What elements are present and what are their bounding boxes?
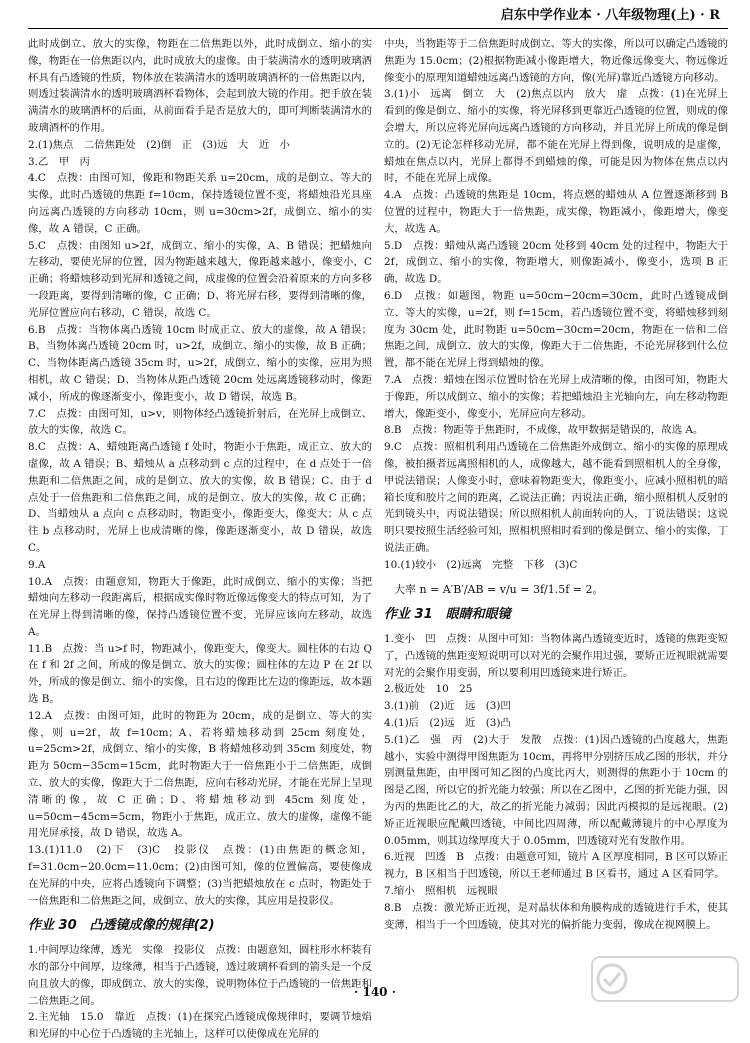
answer-paragraph: 3.(1)小 远离 倒立 大 (2)焦点以内 放大 虚 点拨：(1)在光屏上看到的像是倒立、缩小的实像，将光屏移到更靠近凸透镜的位置，则成的像会增大，所以应将光屏向远离凸透镜的方向移动，并且光屏上所成的像是倒立的。(2)无论怎样移动光屏，都不能在光屏上得到像，说明成的是虚像，蜡烛在焦点以内，光屏上都得不到蜡烛的像，可能是因为物体在焦点以内时，不能在光屏上成像。 <box>384 88 728 185</box>
answer-paragraph: 8.B 点拨：物距等于焦距时，不成像，故甲数据是错误的，故选 A。 <box>384 424 704 437</box>
answer-paragraph: 6.D 点拨：如题图，物距 u=50cm−20cm=30cm，此时凸透镜成倒立、等大的实像，u=2f，则 f=15cm，若凸透镜位置不变，将蜡烛移到刻度为 30cm 处，此时物距 u=50cm−30cm=20cm，物距在一倍和二倍焦距之间，成倒立、放大的实像，像距大于二倍焦距，不论光屏移到什么位置，都不能在光屏上得到蜡烛的像。 <box>384 289 728 370</box>
answer-paragraph: 2.极近处 10 25 <box>384 683 473 696</box>
magnification-formula: 大率 n = A′B′/AB = v/u = 3f/1.5f = 2。 <box>394 582 604 596</box>
section-title-30: 作业 30 凸透镜成像的规律(2) <box>28 918 215 934</box>
page-number: · 140 · <box>354 985 396 999</box>
answer-paragraph: 5.C 点拨：由图知 u>2f，成倒立、缩小的实像，A、B 错误；把蜡烛向左移动，要使光屏的位置，因为物距越来越大，像距越来越小，像变小，C 正确；将蜡烛移动到光屏和透镜之间，成虚像的位置会沿着原来的方向多移一段距离，要得到清晰的像，C 正确；D、将光屏右移，要得到清晰的像，光屏位置应向右移动，C 错误，故选 C。 <box>28 239 372 319</box>
answer-paragraph: 3.乙 甲 丙 <box>28 155 90 168</box>
answer-paragraph: 4.C 点拨：由图可知，像距和物距关系 u=20cm，成的是倒立、等大的实像，此时凸透镜的焦距 f=10cm，保持透镜位置不变，将蜡烛沿光具座向远离凸透镜的方向移动 10cm，则 u=30cm>2f，成倒立、缩小的实像，故 A 错误，C 正确。 <box>28 172 372 235</box>
answer-paragraph: 5.D 点拨：蜡烛从离凸透镜 20cm 处移到 40cm 处的过程中，物距大于 2f，成倒立、缩小的实像，物距增大，则像距减小，像变小，选项 B 正确，故选 D。 <box>384 239 728 286</box>
answer-paragraph: 6.B 点拨：当物体离凸透镜 10cm 时成正立、放大的虚像，故 A 错误；B、当物体离凸透镜 20cm 时，u>2f，成倒立、缩小的实像，故 B 正确；C、当物体距离凸透镜 35cm 时，u>2f，成倒立、缩小的实像，应用为照相机，故 C 错误；D、当物体从距凸透镜 20cm 处远离透镜移动时，像距减小，所成的像逐渐变小，像距变小，故 D 错误，故选 B。 <box>28 323 372 403</box>
answer-paragraph: 8.C 点拨：A、蜡烛距离凸透镜 f 处时，物距小于焦距，成正立、放大的虚像，故 A 错误；B、蜡烛从 a 点移动到 c 点的过程中，在 d 点处于一倍焦距和二倍焦距之间，成的是倒立、放大的实像，故 B 错误；C、由于 d 点处于一倍焦距和二倍焦距之间，成的是倒立、放大的实像，故 C 正确；D、当蜡烛从 a 点向 c 点移动时，物距变小，像距变大，像变大；从 c 点往 b 点移动时，光屏上也成清晰的像，像距逐渐变小，故 D 错误，故选 C。 <box>28 441 372 554</box>
right-column <box>384 36 728 933</box>
left-column <box>28 36 372 1043</box>
page-header <box>28 6 728 29</box>
answer-paragraph: 2.(1)焦点 二倍焦距处 (2)倒 正 (3)远 大 近 小 <box>28 138 290 151</box>
answer-paragraph: 11.B 点拨：当 u>f 时，物距减小，像距变大，像变大。圆柱体的右边 Q 在 f 和 2f 之间，所成的像是倒立、放大的实像；圆柱体的左边 P 在 2f 以外，所成的像是倒立、缩小的实像，且右边的像距比左边的像距远，故本题选 B。 <box>28 642 372 706</box>
answer-paragraph: 7.C 点拨：由图可知，u>v，则物体经凸透镜折射后，在光屏上成倒立、放大的实像，故选 C。 <box>28 407 372 437</box>
answer-paragraph: 2.主光轴 15.0 靠近 点拨：(1)在探究凸透镜成像规律时，要调节烛焰和光屏的中心位于凸透镜的主光轴上，这样可以使像成在光屏的 <box>28 1011 372 1041</box>
answer-paragraph: 3.(1)前 (2)近 远 (3)凹 <box>384 700 511 713</box>
answer-paragraph: 10.A 点拨：由题意知，物距大于像距，此时成倒立、缩小的实像；当把蜡烛向左移动一段距离后，根据成实像时物近像远像变大的特点可知，为了在光屏上得到清晰的像，保持凸透镜位置不变，光屏应该向左移动，故选 A。 <box>28 575 372 638</box>
answer-paragraph: 10.(1)较小 (2)远离 完整 下移 (3)C <box>384 558 578 571</box>
answer-paragraph: 9.A <box>28 558 46 571</box>
answer-paragraph: 4.A 点拨：凸透镜的焦距是 10cm，将点燃的蜡烛从 A 位置逐渐移到 B 位置的过程中，物距大于一倍焦距，成实像，物距减小，像距增大，像变大，故选 A。 <box>384 189 728 235</box>
header-title: 启东中学作业本 · 八年级物理(上) · R <box>500 8 720 23</box>
answer-paragraph: 12.A 点拨：由图可知，此时的物距为 20cm，成的是倒立、等大的实像，则 u=2f，故 f=10cm；A、若将蜡烛移动到 25cm 刻度处，u=25cm>2f，成倒立、缩小的实像，B 将蜡烛移动到 35cm 刻度处，物距为 50cm−35cm=15cm，此时物距大于一倍焦距小于二倍焦距，成倒立、放大的实像，像距大于二倍焦距，应向右移动光屏，才能在光屏上呈现清晰的像，故 C 正确；D、将蜡烛移动到 45cm 刻度处，u=50cm−45cm=5cm，物距小于焦距，成正立、放大的虚像，虚像不能用光屏承接，故 D 错误，故选 A。 <box>28 709 372 840</box>
answer-paragraph: 13.(1)11.0 (2)下 (3)C 投影仪 点拨：(1)由焦距的概念知，f=31.0cm−20.0cm=11.0cm；(2)由图可知，像的位置偏高，要使像成在光屏的中央，应将凸透镜向下调整；(3)当把蜡烛放在 c 点时，物距处于一倍焦距和二倍焦距之间，成倒立、放大的实像，其应用是投影仪。 <box>28 844 372 907</box>
watermark-logo <box>590 955 740 1003</box>
answer-paragraph: 7.A 点拨：蜡烛在图示位置时恰在光屏上成清晰的像，由图可知，物距大于像距，所以成倒立、缩小的实像；若把蜡烛沿主光轴向左，向左移动物距增大，像距变小，像变小，光屏应向左移动。 <box>384 373 728 420</box>
answer-paragraph: 4.(1)后 (2)远 近 (3)凸 <box>384 717 511 730</box>
answer-paragraph: 此时成倒立、放大的实像，物距在二倍焦距以外，此时成倒立、缩小的实像，物距在一倍焦距以内，此时成放大的虚像。由于装满清水的透明玻璃酒杯具有凸透镜的性质，物体放在装满清水的透明玻璃酒杯的一倍焦距以内，则透过装满清水的透明玻璃酒杯看物体，会起到放大镜的作用。把手放在装满清水的玻璃酒杯的后面，从前面看手是否是放大的，即可判断装满清水的玻璃酒杯的作用。 <box>28 38 372 134</box>
answer-paragraph: 5.(1)乙 强 丙 (2)大于 发散 点拨：(1)因凸透镜的凸度越大，焦距越小，实验中测得甲图焦距为 10cm，再将甲分别挤压成乙图的形状，并分别测量焦距，由甲图可知乙图的凸度比丙大，则测得的焦距小于 10cm 的图是乙图，所以它的折光能力较强；所以在乙图中，乙图的折光能力强，因为丙的焦距比乙的大，故乙的折光能力减弱；因此丙模拟的是远视眼。(2)矫正近视眼应配戴凹透镜，中间比四周薄，所以配戴薄镜片的中心厚度为 0.05mm，则其边缘厚度大于 0.05mm，凹透镜对光有发散作用。 <box>384 733 728 847</box>
answer-paragraph: 1.中间厚边缘薄，透光 实像 投影仪 点拨：由题意知，圆柱形水杯装有水的部分中间厚，边缘薄，相当于凸透镜，透过玻璃杯看到的箭头是一个反向且放大的像，即成倒立、放大的实像，说明物体位于凸透镜的一倍焦距和二倍焦距之间。 <box>28 944 372 1007</box>
answer-paragraph: 中央，当物距等于二倍焦距时成倒立、等大的实像，所以可以确定凸透镜的焦距为 15.0cm；(2)根据物距减小像距增大，物近像远像变大、物远像近像变小的原理知道蜡烛远离凸透镜的方向，像(光屏)靠近凸透镜方向移动。 <box>384 38 728 84</box>
answer-paragraph: 1.变小 凹 点拨：从图中可知：当物体离凸透镜变近时，透镜的焦距变短了，凸透镜的焦距变短说明可以对光的会聚作用过强，要矫正近视眼就需要对光的会聚作用变弱，所以要利用凹透镜来进行矫正。 <box>384 633 728 679</box>
answer-paragraph: 9.C 点拨：照相机利用凸透镜在二倍焦距外成倒立、缩小的实像的原理成像，被拍摄者远离照相机的人，成像越大，越不能看到照相机人的全身像，甲说法错误；人像变小时，意味着物距变大，像距变小，应减小照相机的暗箱长度和胶片之间的距离，乙说法正确；丙说法正确，缩小照相机人反射的光到镜头中，丙说法错误；所以照相机人前面转向的人，丁说法错误；这说明只要按照生活经验可知，照相机照相时看到的像是倒立、缩小的实像，丁说法正确。 <box>384 441 728 554</box>
section-title-31: 作业 31 眼睛和眼镜 <box>384 607 511 623</box>
answer-paragraph: 7.缩小 照相机 远视眼 <box>384 885 498 898</box>
answer-paragraph: 8.B 点拨：激光矫正近视，是对晶状体和角膜构成的透镜进行手术，使其变薄，相当于一个凹透镜，使其对光的偏折能力变弱，像成在视网膜上。 <box>384 901 728 931</box>
answer-paragraph: 6.近视 凹透 B 点拨：由题意可知，镜片 A 区厚度相同，B 区可以矫正视力，B 区相当于凹透镜，所以王老师通过 B 区看书，通过 A 区看同学。 <box>384 851 728 881</box>
